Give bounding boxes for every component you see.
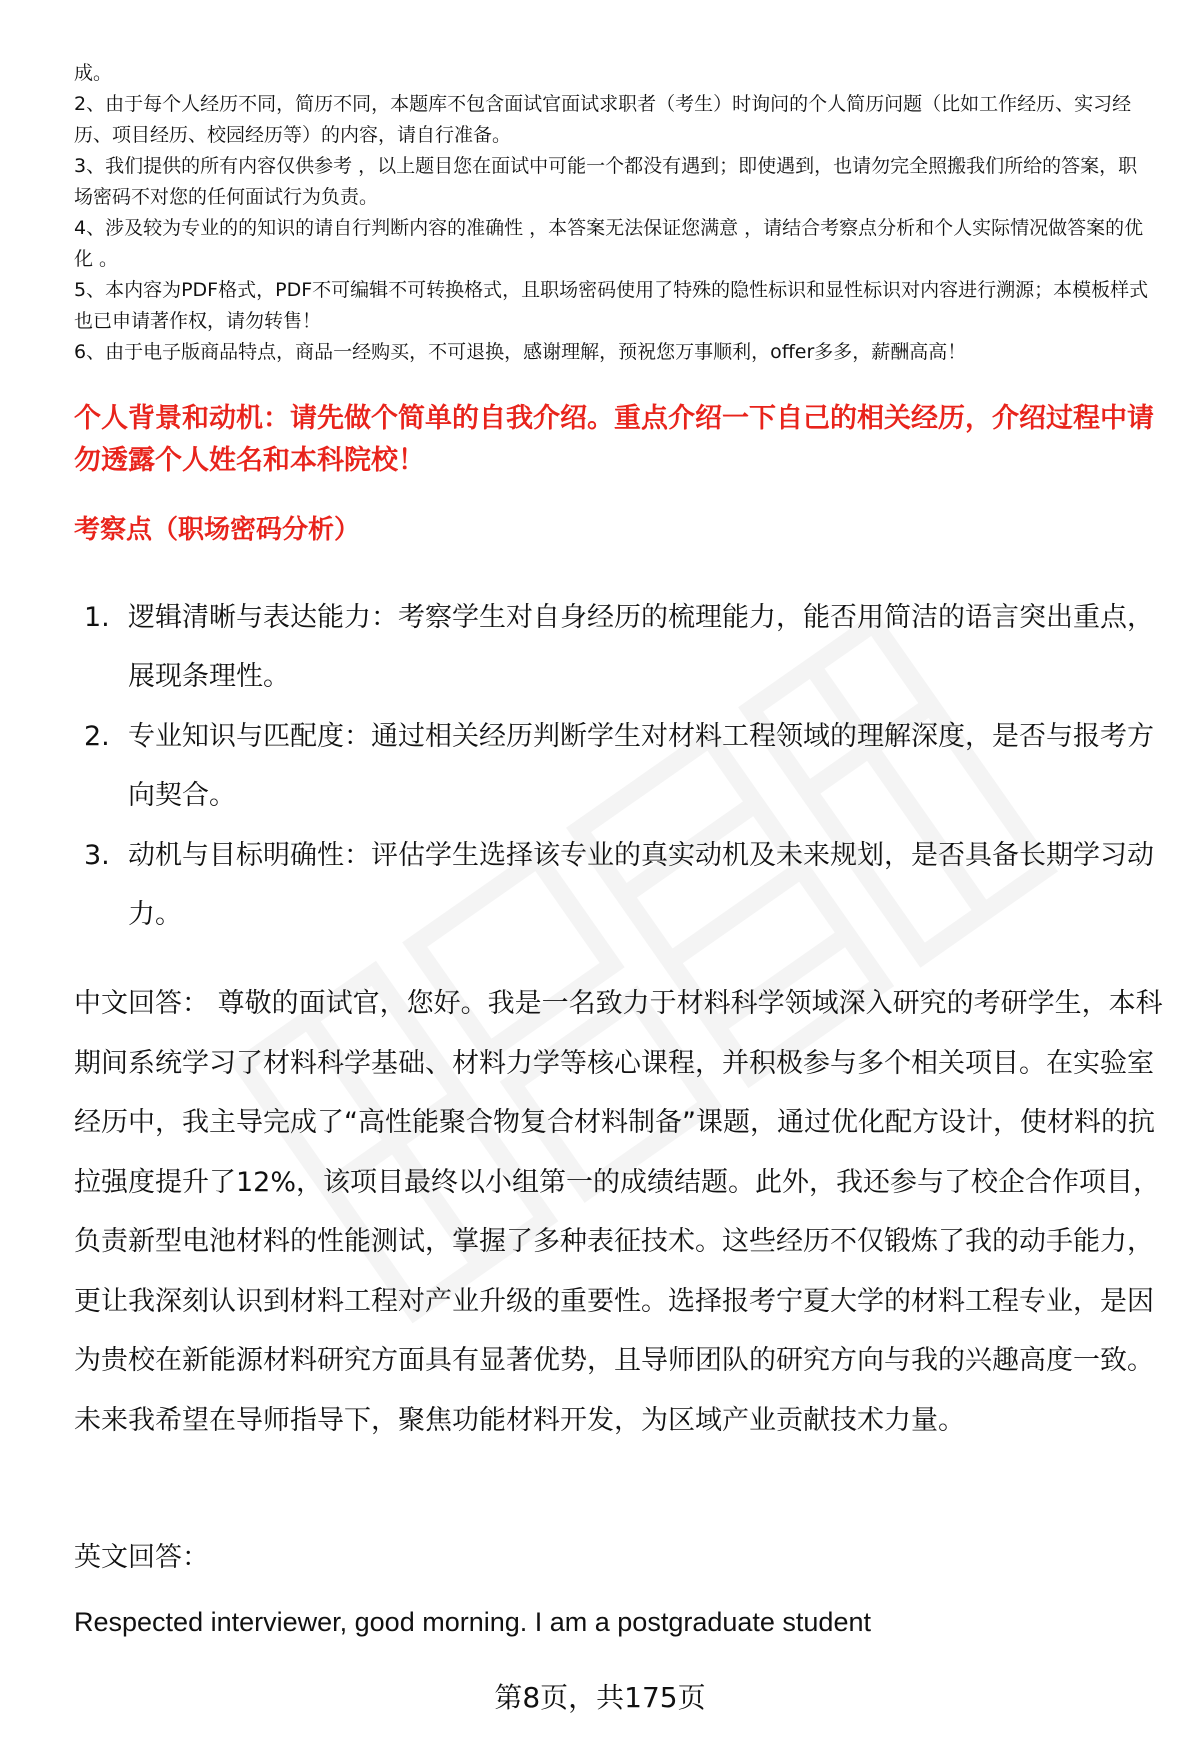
english-answer: Respected interviewer, good morning. I am a postgraduate student — [74, 1607, 871, 1637]
notes-block — [74, 58, 1154, 368]
list-item-number: 3. — [84, 840, 110, 871]
points-list — [84, 588, 1154, 945]
list-item — [84, 588, 1154, 706]
note-line: 成。 — [74, 62, 113, 84]
list-item — [84, 826, 1154, 944]
note-line: 2、由于每个人经历不同，简历不同，本题库不包含面试官面试求职者（考生）时询问的个人简历问题（比如工作经历、实习经历、项目经历、校园经历等）的内容，请自行准备。 — [74, 93, 1132, 146]
list-item-number: 1. — [84, 602, 110, 633]
chinese-answer: 中文回答： 尊敬的面试官，您好。我是一名致力于材料科学领域深入研究的考研学生，本科期间系统学习了材料科学基础、材料力学等核心课程，并积极参与多个相关项目。在实验室经历中，我主导完成了“高性能聚合物复合材料制备”课题，通过优化配方设计，使材料的抗拉强度提升了12%，该项目最终以小组第一的成绩结题。此外，我还参与了校企合作项目，负责新型电池材料的性能测试，掌握了多种表征技术。这些经历不仅锻炼了我的动手能力，更让我深刻认识到材料工程对产业升级的重要性。选择报考宁夏大学的材料工程专业，是因为贵校在新能源材料研究方面具有显著优势，且导师团队的研究方向与我的兴趣高度一致。未来我希望在导师指导下，聚焦功能材料开发，为区域产业贡献技术力量。 — [74, 988, 1163, 1436]
list-item-text: 逻辑清晰与表达能力：考察学生对自身经历的梳理能力，能否用简洁的语言突出重点，展现条理性。 — [128, 602, 1154, 692]
question-heading: 个人背景和动机：请先做个简单的自我介绍。重点介绍一下自己的相关经历，介绍过程中请勿透露个人姓名和本科院校！ — [74, 403, 1154, 476]
english-answer-label: 英文回答： — [74, 1542, 209, 1573]
note-line: 5、本内容为PDF格式，PDF不可编辑不可转换格式，且职场密码使用了特殊的隐性标识和显性标识对内容进行溯源；本模板样式也已申请著作权，请勿转售！ — [74, 279, 1149, 332]
note-line: 4、涉及较为专业的的知识的请自行判断内容的准确性 ，本答案无法保证您满意 ，请结合考察点分析和个人实际情况做答案的优化 。 — [74, 217, 1144, 270]
note-line: 6、由于电子版商品特点，商品一经购买，不可退换，感谢理解，预祝您万事顺利，offer多多，薪酬高高！ — [74, 341, 967, 363]
note-line: 3、我们提供的所有内容仅供参考 ，以上题目您在面试中可能一个都没有遇到；即使遇到，也请勿完全照搬我们所给的答案，职场密码不对您的任何面试行为负责。 — [74, 155, 1138, 208]
points-title: 考察点（职场密码分析） — [74, 515, 361, 545]
list-item-number: 2. — [84, 721, 110, 752]
page-number-footer: 第8页，共175页 — [494, 1681, 706, 1714]
list-item-text: 动机与目标明确性：评估学生选择该专业的真实动机及未来规划，是否具备长期学习动力。 — [128, 840, 1154, 930]
list-item-text: 专业知识与匹配度：通过相关经历判断学生对材料工程领域的理解深度，是否与报考方向契合。 — [128, 721, 1154, 811]
list-item — [84, 707, 1154, 825]
